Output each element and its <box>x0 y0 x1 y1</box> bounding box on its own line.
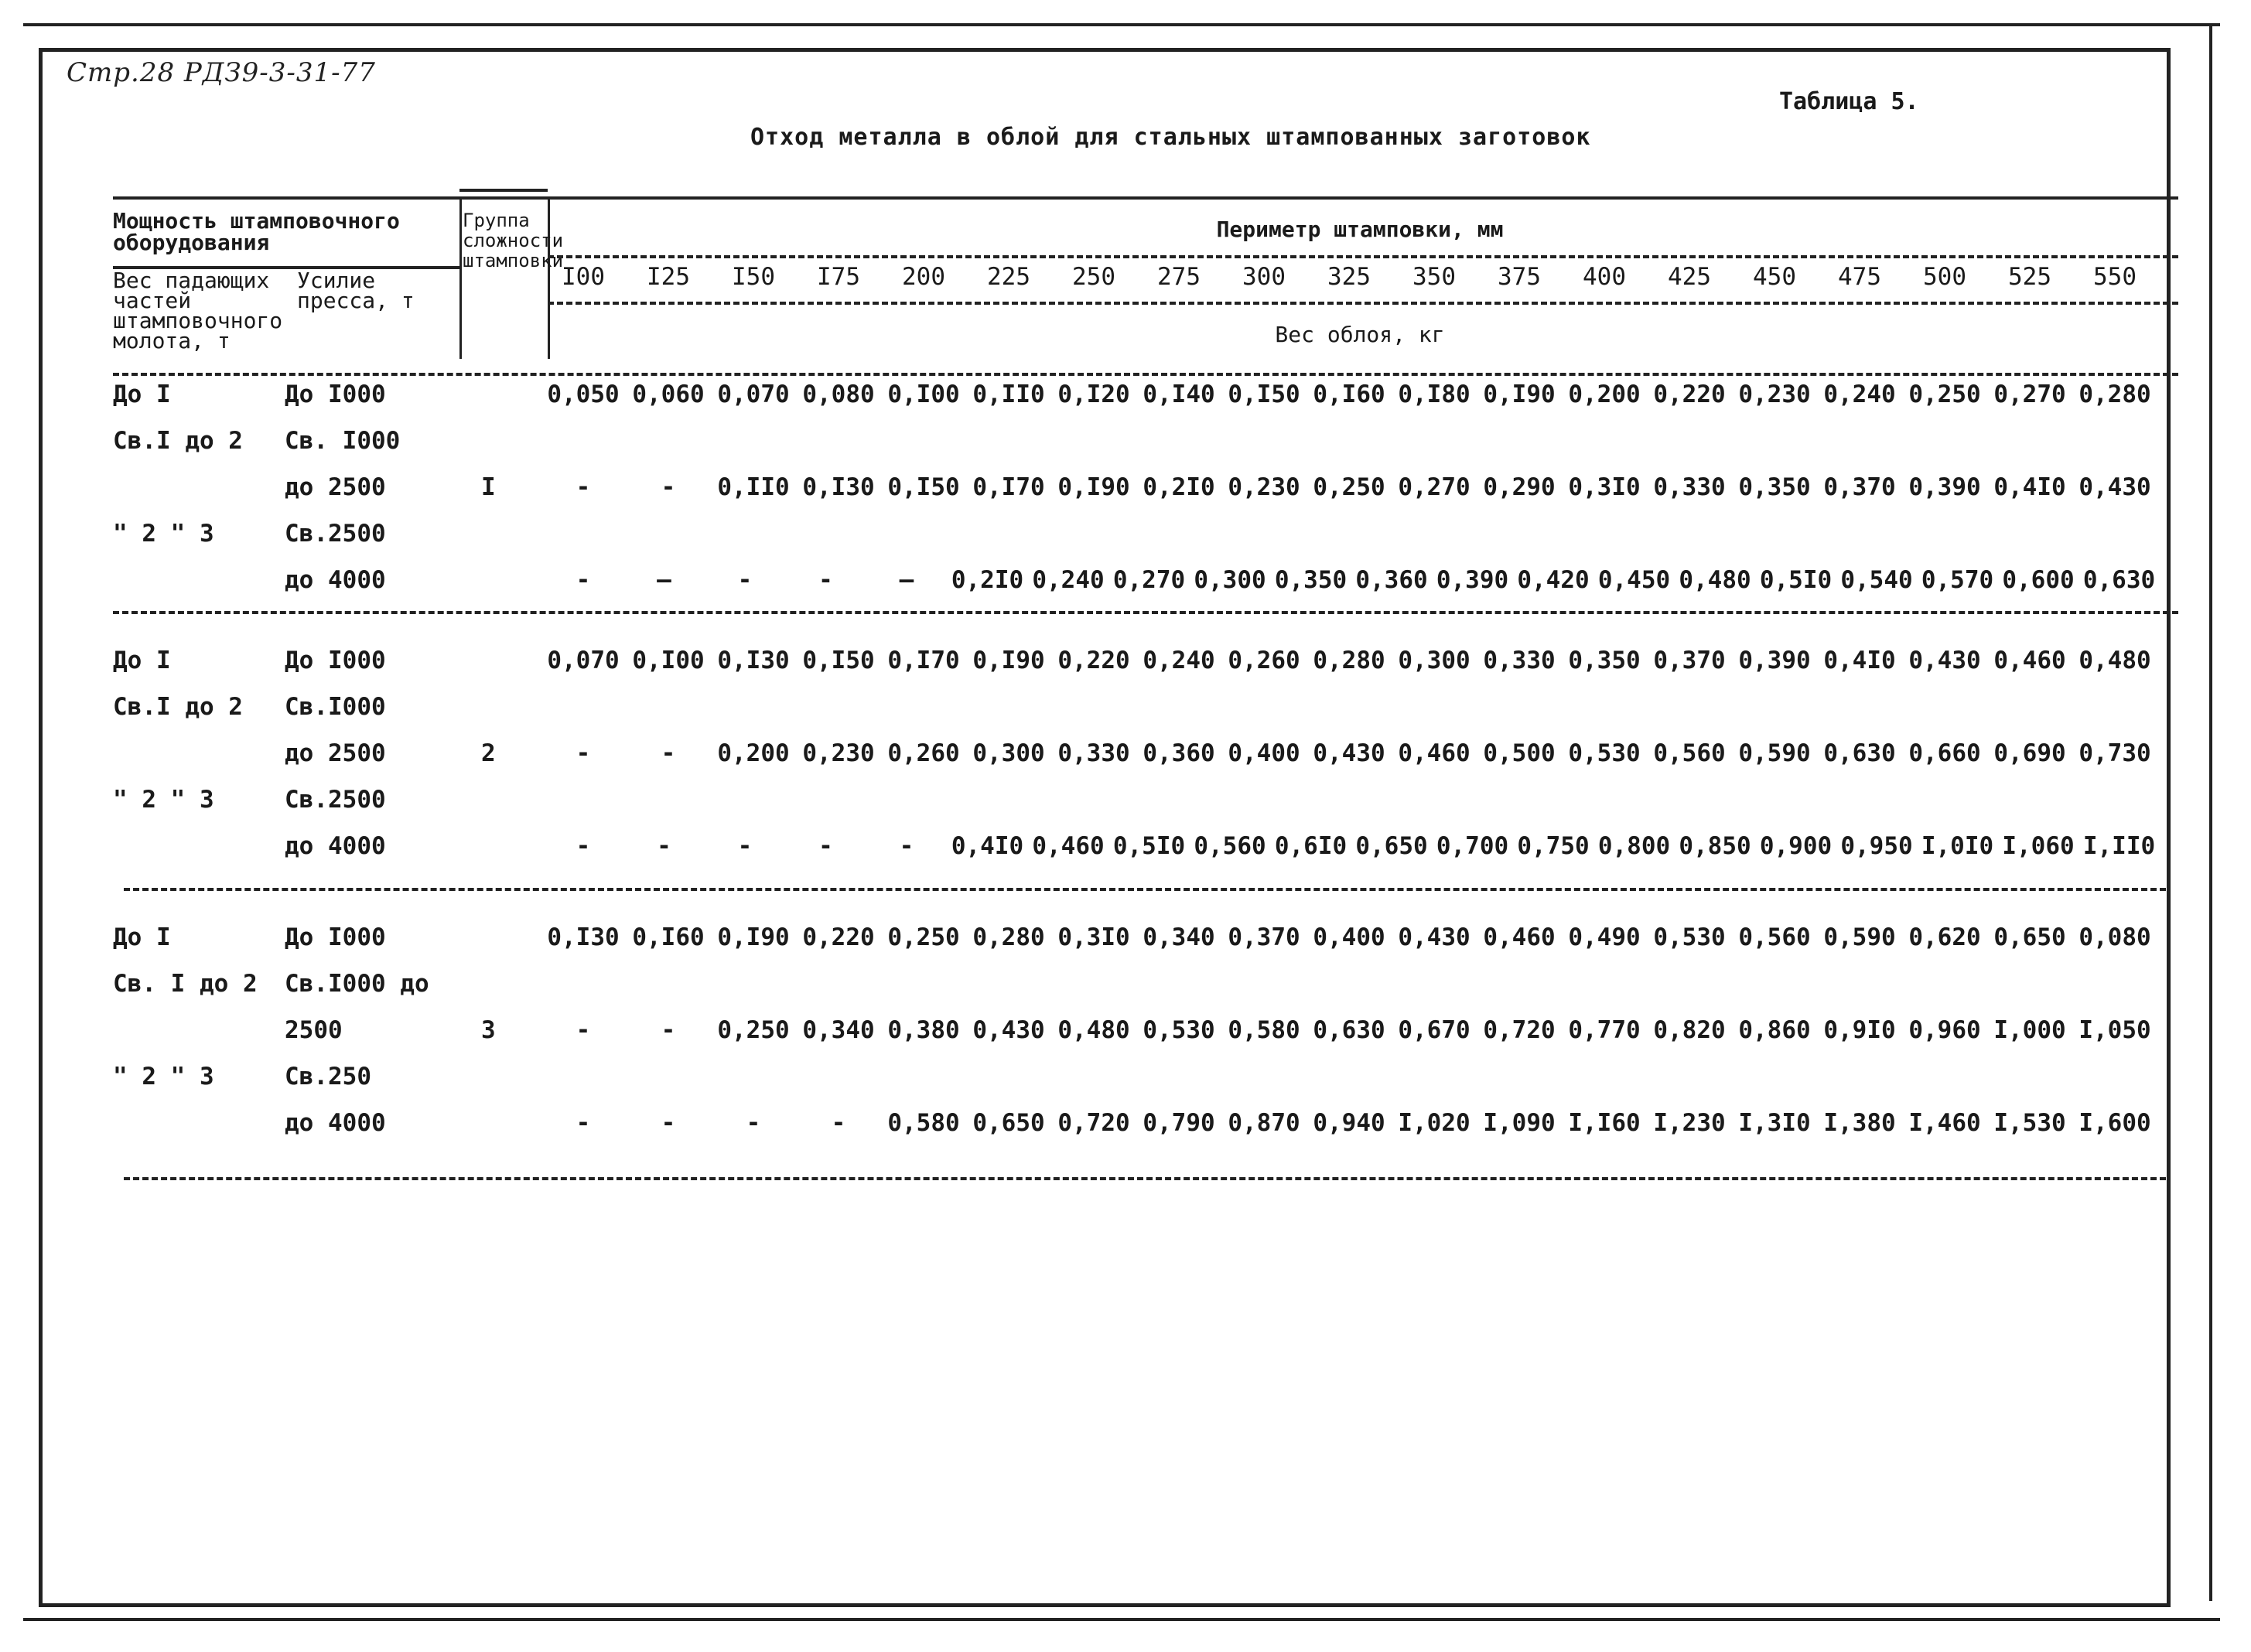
value-cell: 0,490 <box>1568 923 1641 951</box>
perimeter-rule-2 <box>548 302 2178 305</box>
value-cell: 0,370 <box>1653 647 1726 674</box>
value-cell: 0,I30 <box>547 923 620 951</box>
value-cell: 0,430 <box>2079 473 2151 501</box>
value-cell: 0,390 <box>1908 473 1981 501</box>
value-cell: I,3I0 <box>1738 1109 1811 1137</box>
value-cell: - <box>657 832 671 860</box>
value-cell: 0,820 <box>1653 1016 1726 1044</box>
value-cell: - <box>899 832 914 860</box>
value-cell: 0,3I0 <box>1057 923 1130 951</box>
value-cell: - <box>576 739 591 767</box>
value-cell: 0,280 <box>2079 381 2151 408</box>
value-cell: 0,5I0 <box>1112 832 1186 860</box>
value-cell: 0,690 <box>1993 739 2066 767</box>
value-cell: - <box>818 832 833 860</box>
value-cell: I,I60 <box>1568 1109 1641 1137</box>
value-cell: 0,300 <box>1194 566 1266 594</box>
bottom-edge-line <box>23 1618 2220 1621</box>
value-cell: - <box>576 832 591 860</box>
value-cell: 0,070 <box>717 381 790 408</box>
value-cell: 0,630 <box>2082 566 2156 594</box>
value-cell: 0,700 <box>1436 832 1509 860</box>
value-cell: - <box>746 1109 761 1137</box>
press-cell: Св.250 <box>285 1063 371 1091</box>
perimeter-label: 425 <box>1668 263 1711 291</box>
value-cell: 0,I50 <box>887 473 960 501</box>
value-cell: 0,220 <box>1653 381 1726 408</box>
header-press-force: Усилие пресса, т <box>297 268 415 313</box>
value-cell: 0,330 <box>1653 473 1726 501</box>
value-cell: - <box>737 566 753 594</box>
value-cell: 0,I50 <box>1228 381 1300 408</box>
value-cell: 0,660 <box>1908 739 1981 767</box>
value-cell: 0,I90 <box>717 923 790 951</box>
hammer-cell: Св. I до 2 <box>113 970 258 998</box>
value-cell: 0,580 <box>887 1109 960 1137</box>
value-cell: 0,220 <box>802 923 875 951</box>
value-cell: 0,430 <box>1908 647 1981 674</box>
value-cell: 0,530 <box>1653 923 1726 951</box>
value-cell: 0,2I0 <box>951 566 1024 594</box>
value-cell: 0,I60 <box>1313 381 1385 408</box>
group-rule-2 <box>124 888 2166 891</box>
value-cell: 0,770 <box>1568 1016 1641 1044</box>
press-cell: До I000 <box>285 923 386 951</box>
press-cell: до 4000 <box>285 1109 386 1137</box>
value-cell: 0,360 <box>1143 739 1215 767</box>
value-cell: 0,950 <box>1840 832 1913 860</box>
hammer-cell: " 2 " 3 <box>113 786 214 814</box>
perimeter-label: 525 <box>2008 263 2051 291</box>
complexity-group-cell: 3 <box>481 1016 496 1044</box>
value-cell: 0,9I0 <box>1823 1016 1896 1044</box>
value-cell: 0,570 <box>1921 566 1994 594</box>
hammer-cell: До I <box>113 923 171 951</box>
top-edge-line <box>23 23 2220 26</box>
press-cell: Св.2500 <box>285 786 386 814</box>
value-cell: 0,870 <box>1228 1109 1300 1137</box>
value-cell: 0,480 <box>2079 647 2151 674</box>
value-cell: 0,790 <box>1143 1109 1215 1137</box>
value-cell: 0,720 <box>1057 1109 1130 1137</box>
value-cell: 0,340 <box>802 1016 875 1044</box>
value-cell: 0,250 <box>1908 381 1981 408</box>
value-cell: 0,I70 <box>887 647 960 674</box>
value-cell: 0,I60 <box>632 923 705 951</box>
value-cell: 0,I20 <box>1057 381 1130 408</box>
value-cell: - <box>576 1016 591 1044</box>
value-cell: 0,I40 <box>1143 381 1215 408</box>
value-cell: 0,I30 <box>717 647 790 674</box>
value-cell: 0,260 <box>1228 647 1300 674</box>
value-cell: 0,I30 <box>802 473 875 501</box>
value-cell: 0,I00 <box>887 381 960 408</box>
value-cell: I,050 <box>2079 1016 2151 1044</box>
value-cell: 0,I00 <box>632 647 705 674</box>
value-cell: 0,240 <box>1823 381 1896 408</box>
perimeter-label: 475 <box>1838 263 1881 291</box>
value-cell: 0,200 <box>1568 381 1641 408</box>
value-cell: - <box>576 473 591 501</box>
press-cell: Св.I000 до <box>285 970 429 998</box>
value-cell: 0,360 <box>1355 566 1428 594</box>
value-cell: - <box>737 832 753 860</box>
value-cell: 0,480 <box>1057 1016 1130 1044</box>
value-cell: 0,4I0 <box>1823 647 1896 674</box>
value-cell: 0,480 <box>1679 566 1751 594</box>
value-cell: 0,450 <box>1597 566 1671 594</box>
value-cell: 0,5I0 <box>1759 566 1833 594</box>
value-cell: 0,I70 <box>972 473 1045 501</box>
value-cell: 0,430 <box>1313 739 1385 767</box>
value-cell: 0,6I0 <box>1274 832 1348 860</box>
value-cell: 0,390 <box>1738 647 1811 674</box>
perimeter-rule-1 <box>548 255 2178 258</box>
perimeter-label: 375 <box>1498 263 1541 291</box>
press-cell: До I000 <box>285 381 386 408</box>
value-cell: 0,230 <box>802 739 875 767</box>
value-cell: 0,560 <box>1653 739 1726 767</box>
value-cell: 0,230 <box>1228 473 1300 501</box>
value-cell: 0,560 <box>1738 923 1811 951</box>
perimeter-label: I50 <box>732 263 775 291</box>
value-cell: 0,460 <box>1398 739 1470 767</box>
perimeter-label: I75 <box>817 263 860 291</box>
perimeter-label: 450 <box>1753 263 1796 291</box>
value-cell: 0,330 <box>1483 647 1556 674</box>
press-cell: до 2500 <box>285 473 386 501</box>
value-cell: 0,500 <box>1483 739 1556 767</box>
hammer-cell: До I <box>113 381 171 408</box>
hammer-cell: " 2 " 3 <box>113 520 214 548</box>
perimeter-label: 225 <box>987 263 1030 291</box>
value-cell: 0,I50 <box>802 647 875 674</box>
value-cell: — <box>899 566 914 594</box>
value-cell: 0,I90 <box>972 647 1045 674</box>
value-cell: 0,280 <box>1313 647 1385 674</box>
value-cell: I,530 <box>1993 1109 2066 1137</box>
value-cell: 0,350 <box>1738 473 1811 501</box>
value-cell: I,380 <box>1823 1109 1896 1137</box>
value-cell: 0,960 <box>1908 1016 1981 1044</box>
value-cell: 0,460 <box>1032 832 1105 860</box>
value-cell: 0,650 <box>1993 923 2066 951</box>
group-rule-1 <box>113 611 2178 614</box>
value-cell: - <box>661 1016 676 1044</box>
press-cell: Св. I000 <box>285 427 401 455</box>
perimeter-label: 500 <box>1923 263 1966 291</box>
value-cell: 0,750 <box>1517 832 1590 860</box>
header-weight: Вес облоя, кг <box>1275 322 1445 347</box>
header-power: Мощность штамповочного оборудования <box>113 208 400 255</box>
value-cell: - <box>661 739 676 767</box>
complexity-group-cell: I <box>481 473 496 501</box>
value-cell: 0,400 <box>1228 739 1300 767</box>
value-cell: - <box>818 566 833 594</box>
value-cell: 0,240 <box>1032 566 1105 594</box>
value-cell: 0,940 <box>1313 1109 1385 1137</box>
value-cell: 0,260 <box>887 739 960 767</box>
hammer-cell: Св.I до 2 <box>113 693 243 721</box>
perimeter-label: 550 <box>2093 263 2137 291</box>
value-cell: 0,300 <box>972 739 1045 767</box>
press-cell: До I000 <box>285 647 386 674</box>
hammer-cell: Св.I до 2 <box>113 427 243 455</box>
press-cell: до 2500 <box>285 739 386 767</box>
value-cell: 0,650 <box>972 1109 1045 1137</box>
value-cell: — <box>657 566 671 594</box>
value-cell: 0,080 <box>2079 923 2151 951</box>
value-cell: 0,I80 <box>1398 381 1470 408</box>
value-cell: 0,280 <box>972 923 1045 951</box>
header-perimeter: Периметр штамповки, мм <box>1216 217 1504 242</box>
right-edge-line <box>2209 23 2212 1601</box>
value-cell: 0,I90 <box>1483 381 1556 408</box>
hammer-cell: " 2 " 3 <box>113 1063 214 1091</box>
complexity-group-cell: 2 <box>481 739 496 767</box>
value-cell: 0,050 <box>547 381 620 408</box>
value-cell: 0,430 <box>1398 923 1470 951</box>
value-cell: 0,460 <box>1483 923 1556 951</box>
value-cell: 0,420 <box>1517 566 1590 594</box>
value-cell: 0,250 <box>717 1016 790 1044</box>
value-cell: 0,II0 <box>717 473 790 501</box>
value-cell: 0,300 <box>1398 647 1470 674</box>
value-cell: - <box>661 1109 676 1137</box>
value-cell: 0,600 <box>2002 566 2075 594</box>
press-cell: Св.I000 <box>285 693 386 721</box>
press-cell: Св.2500 <box>285 520 386 548</box>
value-cell: 0,2I0 <box>1143 473 1215 501</box>
value-cell: 0,860 <box>1738 1016 1811 1044</box>
value-cell: 0,800 <box>1597 832 1671 860</box>
value-cell: I,600 <box>2079 1109 2151 1137</box>
value-cell: 0,370 <box>1228 923 1300 951</box>
value-cell: - <box>831 1109 846 1137</box>
value-cell: 0,730 <box>2079 739 2151 767</box>
value-cell: - <box>661 473 676 501</box>
value-cell: 0,220 <box>1057 647 1130 674</box>
press-cell: 2500 <box>285 1016 343 1044</box>
value-cell: 0,720 <box>1483 1016 1556 1044</box>
perimeter-label: 250 <box>1072 263 1115 291</box>
value-cell: 0,4I0 <box>951 832 1024 860</box>
value-cell: 0,380 <box>887 1016 960 1044</box>
value-cell: 0,850 <box>1679 832 1751 860</box>
value-cell: 0,900 <box>1759 832 1833 860</box>
value-cell: 0,350 <box>1568 647 1641 674</box>
value-cell: 0,240 <box>1143 647 1215 674</box>
value-cell: 0,II0 <box>972 381 1045 408</box>
value-cell: I,230 <box>1653 1109 1726 1137</box>
value-cell: - <box>576 566 591 594</box>
table-title: Отход металла в облой для стальных штампованных заготовок <box>750 124 1591 151</box>
value-cell: 0,670 <box>1398 1016 1470 1044</box>
value-cell: I,000 <box>1993 1016 2066 1044</box>
header-complexity: Группа сложности штамповки <box>463 210 564 271</box>
value-cell: 0,350 <box>1274 566 1348 594</box>
value-cell: 0,430 <box>972 1016 1045 1044</box>
value-cell: 0,530 <box>1568 739 1641 767</box>
value-cell: I,020 <box>1398 1109 1470 1137</box>
value-cell: I,090 <box>1483 1109 1556 1137</box>
value-cell: 0,250 <box>1313 473 1385 501</box>
perimeter-label: 325 <box>1327 263 1371 291</box>
value-cell: 0,590 <box>1738 739 1811 767</box>
value-cell: 0,270 <box>1993 381 2066 408</box>
value-cell: 0,330 <box>1057 739 1130 767</box>
value-cell: 0,340 <box>1143 923 1215 951</box>
header-falling-parts: Вес падающих частей штамповочного молота, т <box>113 268 283 353</box>
press-cell: до 4000 <box>285 832 386 860</box>
perimeter-label: 275 <box>1157 263 1201 291</box>
table-bottom-rule <box>124 1177 2166 1180</box>
value-cell: I,060 <box>2002 832 2075 860</box>
value-cell: 0,070 <box>547 647 620 674</box>
perimeter-label: 300 <box>1242 263 1286 291</box>
perimeter-label: I00 <box>562 263 605 291</box>
value-cell: 0,400 <box>1313 923 1385 951</box>
value-cell: I,0I0 <box>1921 832 1994 860</box>
value-cell: 0,3I0 <box>1568 473 1641 501</box>
value-cell: I,460 <box>1908 1109 1981 1137</box>
value-cell: I,II0 <box>2082 832 2156 860</box>
value-cell: 0,270 <box>1398 473 1470 501</box>
hammer-cell: До I <box>113 647 171 674</box>
perimeter-label: I25 <box>647 263 690 291</box>
value-cell: 0,590 <box>1823 923 1896 951</box>
perimeter-label: 350 <box>1412 263 1456 291</box>
value-cell: 0,630 <box>1313 1016 1385 1044</box>
value-cell: 0,650 <box>1355 832 1428 860</box>
value-cell: 0,290 <box>1483 473 1556 501</box>
press-cell: до 4000 <box>285 566 386 594</box>
row-rule-top <box>113 373 2178 376</box>
header-divider-1 <box>459 196 462 359</box>
table-number: Таблица 5. <box>1779 88 1919 115</box>
value-cell: 0,080 <box>802 381 875 408</box>
value-cell: 0,620 <box>1908 923 1981 951</box>
perimeter-label: 400 <box>1583 263 1626 291</box>
perimeter-label: 200 <box>902 263 945 291</box>
value-cell: 0,060 <box>632 381 705 408</box>
header-top-rule <box>113 196 2178 200</box>
value-cell: 0,I90 <box>1057 473 1130 501</box>
value-cell: 0,4I0 <box>1993 473 2066 501</box>
page-reference: Стр.28 РДЗ9-3-31-77 <box>67 57 376 88</box>
value-cell: 0,250 <box>887 923 960 951</box>
value-cell: 0,560 <box>1194 832 1266 860</box>
value-cell: 0,580 <box>1228 1016 1300 1044</box>
value-cell: 0,230 <box>1738 381 1811 408</box>
value-cell: 0,200 <box>717 739 790 767</box>
header-group-rule <box>459 189 548 192</box>
value-cell: 0,390 <box>1436 566 1509 594</box>
value-cell: 0,540 <box>1840 566 1913 594</box>
value-cell: 0,460 <box>1993 647 2066 674</box>
value-cell: - <box>576 1109 591 1137</box>
value-cell: 0,270 <box>1112 566 1186 594</box>
value-cell: 0,530 <box>1143 1016 1215 1044</box>
value-cell: 0,630 <box>1823 739 1896 767</box>
value-cell: 0,370 <box>1823 473 1896 501</box>
